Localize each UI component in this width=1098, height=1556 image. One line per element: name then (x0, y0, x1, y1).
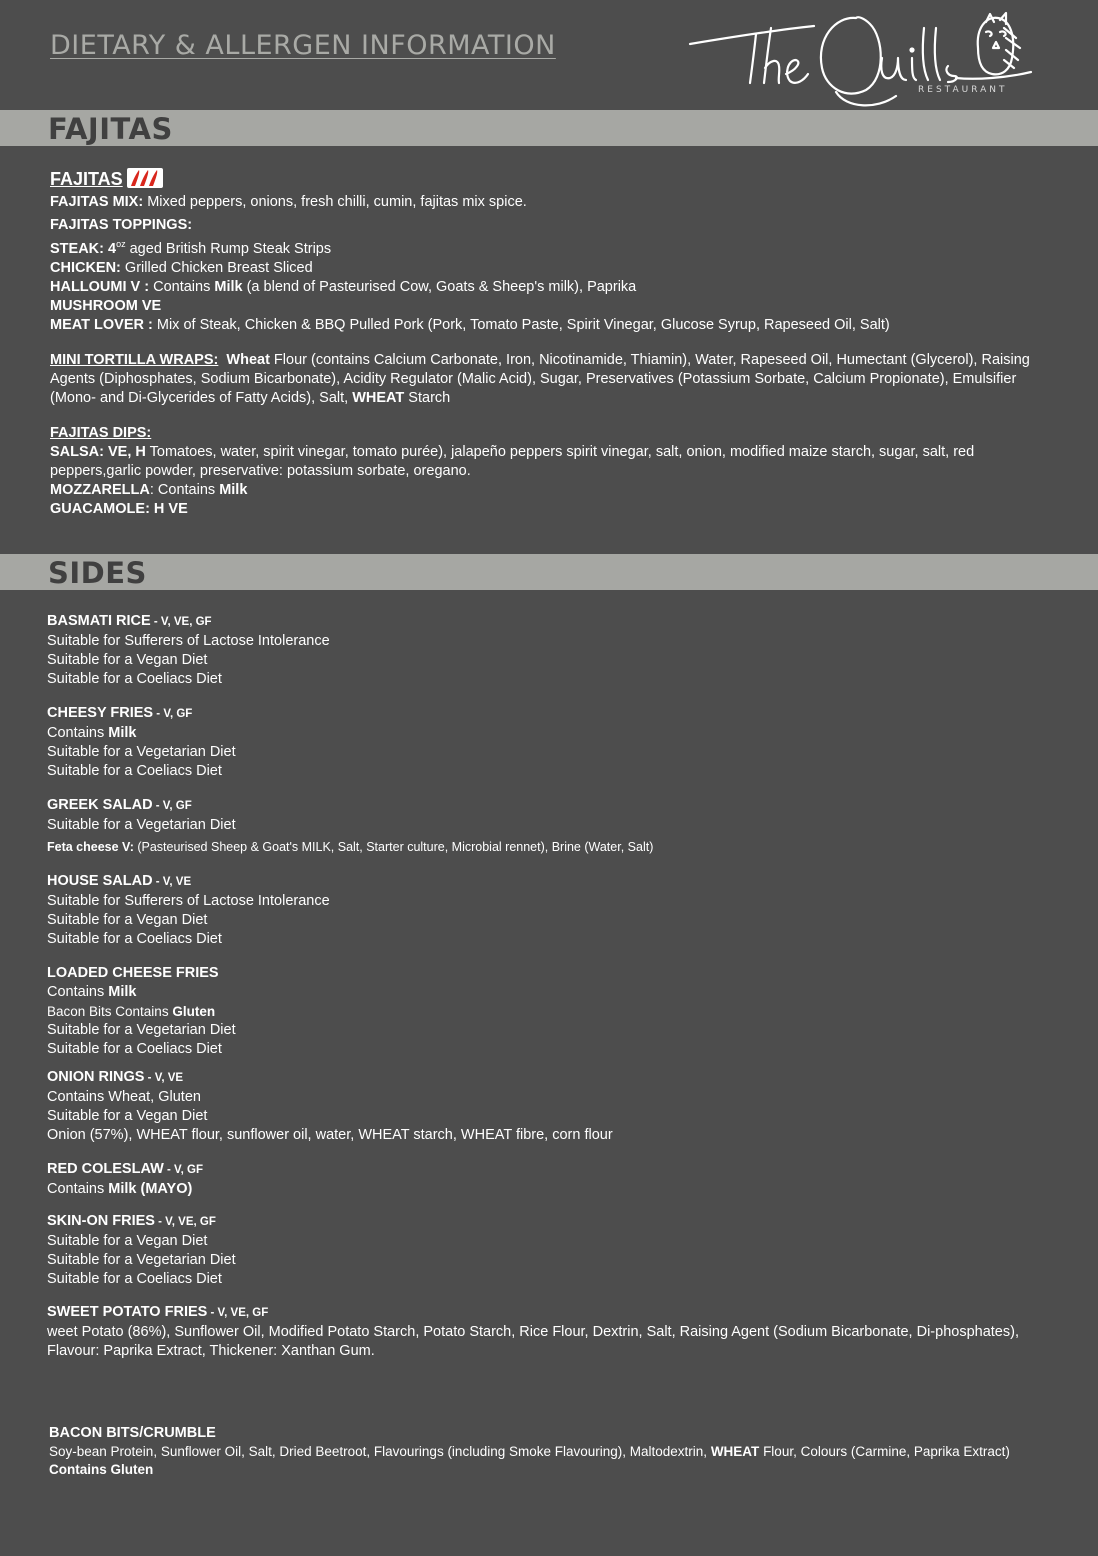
halloumi-allergen: Milk (214, 278, 243, 295)
section-title-sides: SIDES (48, 556, 147, 590)
side-item (47, 964, 1057, 1059)
side-item (47, 612, 1057, 689)
side-name: RED COLESLAW (47, 1161, 164, 1177)
side-tags: - V, GF (153, 708, 193, 720)
side-line: Onion (57%), WHEAT flour, sunflower oil, water, WHEAT starch, WHEAT fibre, corn flour (47, 1127, 613, 1143)
side-line: Suitable for a Vegan Diet (47, 912, 208, 928)
fajitas-block (50, 168, 1060, 519)
halloumi-label: HALLOUMI V : (50, 278, 150, 295)
side-line: Suitable for a Coeliacs Diet (47, 671, 222, 687)
side-tags: - V, VE (144, 1072, 184, 1084)
side-line: Contains Milk (47, 725, 137, 741)
side-line: Suitable for a Vegan Diet (47, 1233, 208, 1249)
salsa-label: SALSA (50, 443, 100, 460)
wraps-allergen-wheat-2: WHEAT (352, 389, 405, 406)
side-line: Suitable for a Vegetarian Diet (47, 744, 236, 760)
side-line: Contains Milk (MAYO) (47, 1181, 193, 1197)
side-name: SWEET POTATO FRIES (47, 1304, 208, 1320)
side-line: Bacon Bits Contains Gluten (47, 1004, 216, 1019)
side-line: Suitable for a Vegan Diet (47, 652, 208, 668)
side-name: SKIN-ON FRIES (47, 1213, 155, 1229)
fajitas-toppings-label: FAJITAS TOPPINGS: (50, 217, 193, 233)
steak-label: STEAK: (50, 240, 104, 257)
side-line: weet Potato (86%), Sunflower Oil, Modified Potato Starch, Potato Starch, Rice Flour, Dextrin, Salt, Raising Agent (Sodium Bicarbonate, Di-phosphates), Flavour: Paprika Extract, Thickener: Xanthan Gum. (47, 1324, 1019, 1359)
side-line: Contains Wheat, Gluten (47, 1089, 201, 1105)
logo-subtext: RESTAURANT (918, 85, 1008, 95)
chicken-label: CHICKEN: (50, 259, 121, 276)
fajitas-heading: FAJITAS (50, 169, 123, 189)
fajitas-mix-text: Mixed peppers, onions, fresh chilli, cumin, fajitas mix spice. (143, 194, 527, 210)
steak-text: aged British Rump Steak Strips (125, 240, 332, 257)
side-name: HOUSE SALAD (47, 873, 153, 889)
side-item (47, 1160, 1057, 1199)
bacon-name: BACON BITS/CRUMBLE (49, 1425, 216, 1441)
guacamole-tags: : H VE (145, 500, 188, 517)
side-line: Suitable for Sufferers of Lactose Intolerance (47, 633, 330, 649)
side-line: Suitable for a Vegetarian Diet (47, 1022, 236, 1038)
wraps-label: MINI TORTILLA WRAPS: (50, 351, 219, 368)
wraps-text-end: Starch (404, 389, 451, 406)
salsa-tags: : VE, H (99, 443, 146, 460)
bacon-text-end: Flour, Colours (Carmine, Paprika Extract) (759, 1444, 1010, 1459)
side-name: ONION RINGS (47, 1069, 145, 1085)
feta-line: Feta cheese V: (Pasteurised Sheep & Goat's MILK, Salt, Starter culture, Microbial rennet), Brine (Water, Salt) (47, 840, 654, 854)
fajitas-mix-label: FAJITAS MIX: (50, 194, 144, 210)
side-tags: - V, VE, GF (150, 616, 212, 628)
steak-weight-unit: oz (116, 239, 126, 249)
restaurant-logo (686, 8, 1036, 108)
side-item (47, 872, 1057, 949)
wraps-text: Flour (contains Calcium Carbonate, Iron, Nicotinamide, Thiamin), Water, Rapeseed Oil, Humectant (Glycerol), Raising Agents (Diphosphates, Sodium Bicarbonate), Acidity Regulator (Malic Acid), Sugar, Preservatives (Potassium Sorbate, Calcium Propionate), Emulsifier (Mono- and Di-Glycerides of Fatty Acids), Salt, (50, 351, 1030, 406)
section-band-fajitas (0, 110, 1098, 146)
wraps-allergen-wheat: Wheat (226, 351, 270, 368)
halloumi-post: (a blend of Pasteurised Cow, Goats & Sheep's milk), Paprika (242, 278, 637, 295)
side-name: LOADED CHEESE FRIES (47, 965, 219, 981)
side-line: Suitable for a Coeliacs Diet (47, 931, 222, 947)
salsa-text: Tomatoes, water, spirit vinegar, tomato purée), jalapeño peppers spirit vinegar, salt, onion, modified maize starch, sugar, salt, red peppers,garlic powder, preservative: potassium sorbate, oregano. (50, 443, 975, 479)
bacon-bits-item (49, 1424, 1059, 1478)
mozzarella-pre: : Contains (149, 481, 220, 498)
side-line: Suitable for Sufferers of Lactose Intolerance (47, 893, 330, 909)
side-item (47, 1212, 1057, 1289)
mushroom-label: MUSHROOM VE (50, 297, 162, 314)
side-tags: - V, GF (163, 1164, 204, 1176)
mozzarella-label: MOZZARELLA (50, 481, 150, 498)
chicken-text: Grilled Chicken Breast Sliced (120, 259, 313, 276)
side-name: CHEESY FRIES (47, 705, 154, 721)
side-name: BASMATI RICE (47, 613, 151, 629)
side-item (47, 1068, 1057, 1145)
side-tags: - V, VE, GF (207, 1307, 269, 1319)
side-line: Suitable for a Coeliacs Diet (47, 763, 222, 779)
bacon-text: Soy-bean Protein, Sunflower Oil, Salt, Dried Beetroot, Flavourings (including Smoke Flavouring), Maltodextrin, (49, 1444, 711, 1459)
section-band-sides (0, 554, 1098, 590)
side-tags: - V, GF (152, 800, 192, 812)
bacon-contains: Contains Gluten (49, 1461, 154, 1477)
side-line: Suitable for a Coeliacs Diet (47, 1271, 222, 1287)
steak-weight: 4 (103, 240, 117, 257)
side-tags: - V, VE, GF (154, 1216, 216, 1228)
side-line: Suitable for a Coeliacs Diet (47, 1041, 222, 1057)
side-line: Suitable for a Vegetarian Diet (47, 1252, 236, 1268)
page-title: DIETARY & ALLERGEN INFORMATION (50, 30, 556, 61)
section-title-fajitas: FAJITAS (48, 112, 173, 146)
side-line: Contains Milk (47, 984, 137, 1000)
side-item (47, 1303, 1057, 1361)
dips-label: FAJITAS DIPS: (50, 424, 152, 441)
side-name: GREEK SALAD (47, 797, 153, 813)
side-item (47, 796, 1057, 860)
meat-lover-text: Mix of Steak, Chicken & BBQ Pulled Pork (Pork, Tomato Paste, Spirit Vinegar, Glucose Syrup, Rapeseed Oil, Salt) (152, 316, 890, 333)
guacamole-label: GUACAMOLE (50, 500, 146, 517)
side-item (47, 704, 1057, 781)
side-tags: - V, VE (152, 876, 192, 888)
bacon-allergen-wheat: WHEAT (710, 1444, 760, 1459)
side-line: Suitable for a Vegan Diet (47, 1108, 208, 1124)
chilli-icon (127, 168, 163, 188)
side-line: Suitable for a Vegetarian Diet (47, 817, 236, 833)
mozzarella-allergen: Milk (219, 481, 248, 498)
meat-lover-label: MEAT LOVER : (50, 316, 153, 333)
halloumi-pre: Contains (149, 278, 215, 295)
